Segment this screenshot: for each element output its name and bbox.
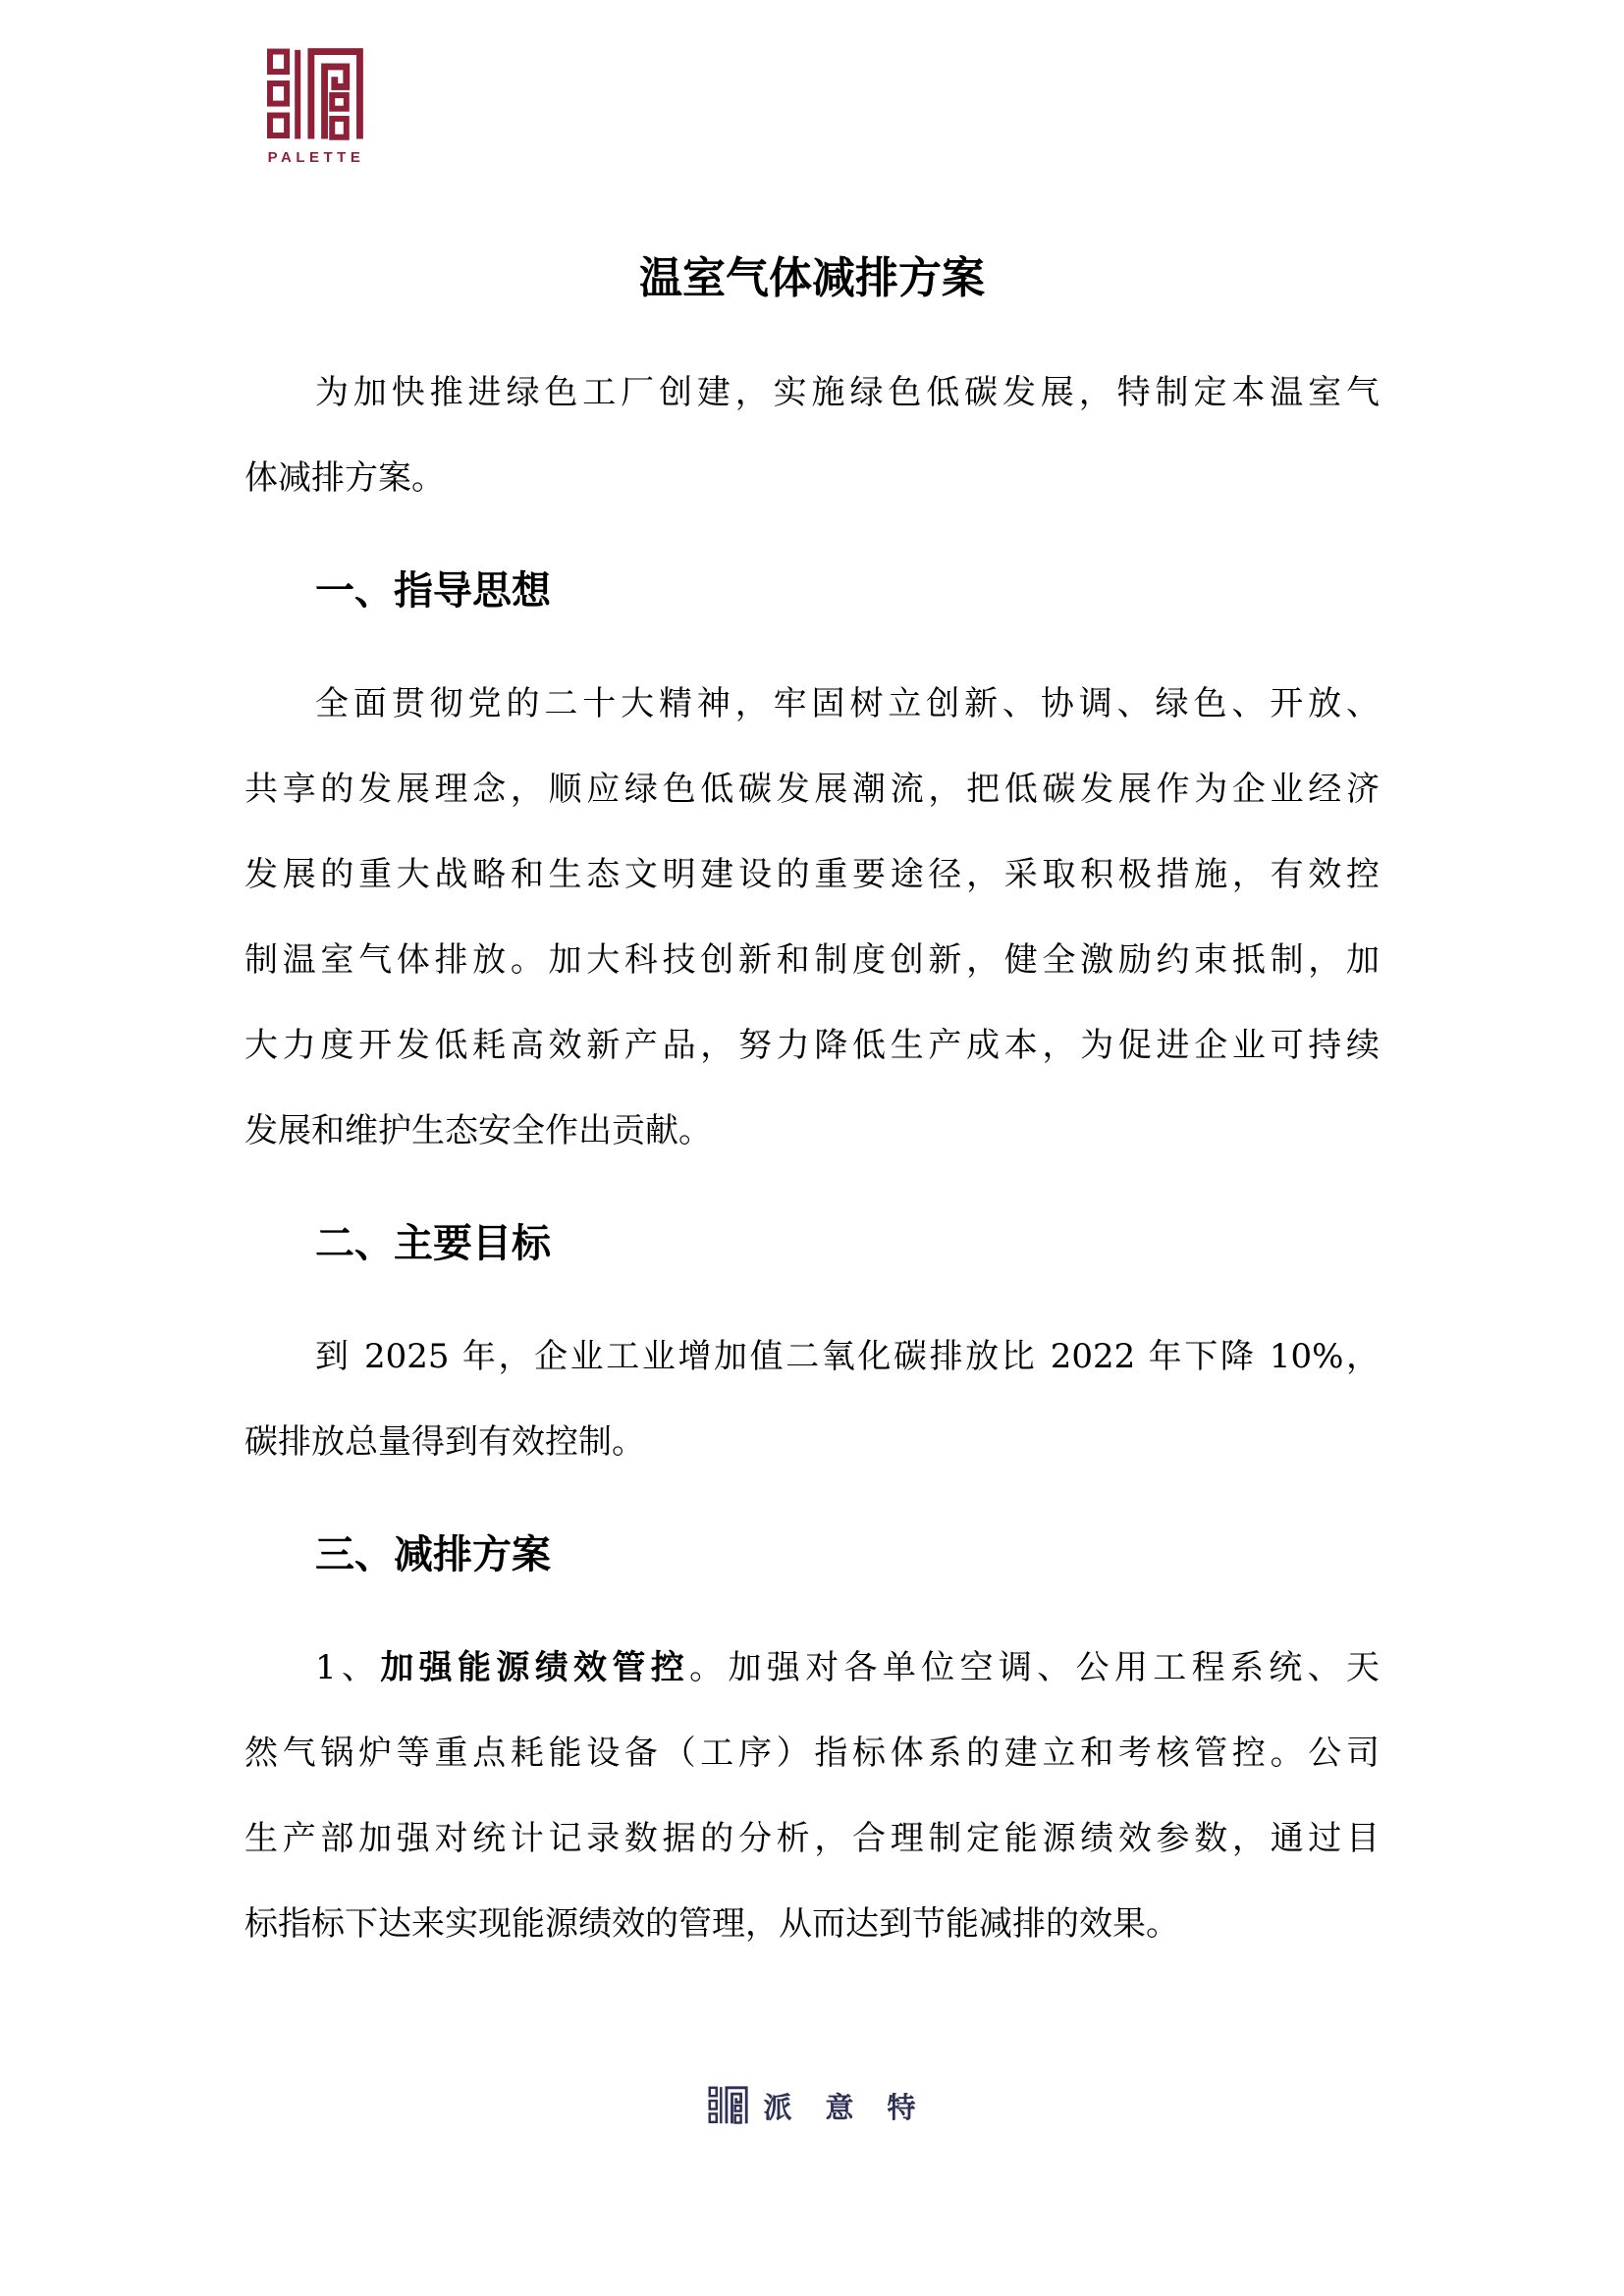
text-line: 体减排方案。: [244, 458, 445, 498]
section-2-paragraph: [244, 1314, 1380, 1485]
intro-paragraph: [244, 350, 1380, 521]
paiyite-logo-text: 派意特: [763, 2090, 949, 2124]
text-line: 然气锅炉等重点耗能设备（工序）指标体系的建立和考核管控。公司: [244, 1734, 1380, 1773]
text-line: 共享的发展理念，顺应绿色低碳发展潮流，把低碳发展作为企业经济: [244, 770, 1380, 809]
paiyite-logo-icon: [708, 2083, 749, 2128]
text-line: 标指标下达来实现能源绩效的管理，从而达到节能减排的效果。: [244, 1904, 1179, 1944]
text-line: 大力度开发低耗高效新产品，努力降低生产成本，为促进企业可持续: [244, 1026, 1380, 1065]
section-1-paragraph: [244, 662, 1380, 1174]
section-heading-2: 二、主要目标: [315, 1221, 551, 1266]
palette-logo-icon: [261, 43, 371, 147]
company-logo: [259, 43, 373, 166]
text-line: 为加快推进绿色工厂创建，实施绿色低碳发展，特制定本温室气: [315, 373, 1380, 412]
text-line: 制温室气体排放。加大科技创新和制度创新，健全激励约束抵制，加: [244, 940, 1380, 980]
text-line: 发展和维护生态安全作出贡献。: [244, 1111, 712, 1150]
section-heading-1: 一、指导思想: [315, 568, 551, 614]
document-title: 温室气体减排方案: [639, 253, 985, 303]
item-bold-lead: 加强能源绩效管控: [380, 1648, 690, 1687]
page-footer: [0, 2083, 1624, 2128]
item-number: 1、: [315, 1648, 381, 1687]
text-line: [244, 1626, 1380, 1711]
text-line: 发展的重大战略和生态文明建设的重要途径，采取积极措施，有效控: [244, 855, 1380, 894]
text-line: 全面贯彻党的二十大精神，牢固树立创新、协调、绿色、开放、: [315, 684, 1380, 723]
text-line: 生产部加强对统计记录数据的分析，合理制定能源绩效参数，通过目: [244, 1819, 1380, 1858]
text-line: 到 2025 年，企业工业增加值二氧化碳排放比 2022 年下降 10%，: [315, 1337, 1380, 1376]
section-heading-3: 三、减排方案: [315, 1532, 551, 1577]
palette-logo-text: PALETTE: [267, 149, 365, 166]
text-line: 碳排放总量得到有效控制。: [244, 1422, 645, 1462]
section-3-paragraph: [244, 1626, 1380, 1967]
document-content: [244, 236, 1380, 1995]
item-text: 。加强对各单位空调、公用工程系统、天: [689, 1648, 1380, 1687]
